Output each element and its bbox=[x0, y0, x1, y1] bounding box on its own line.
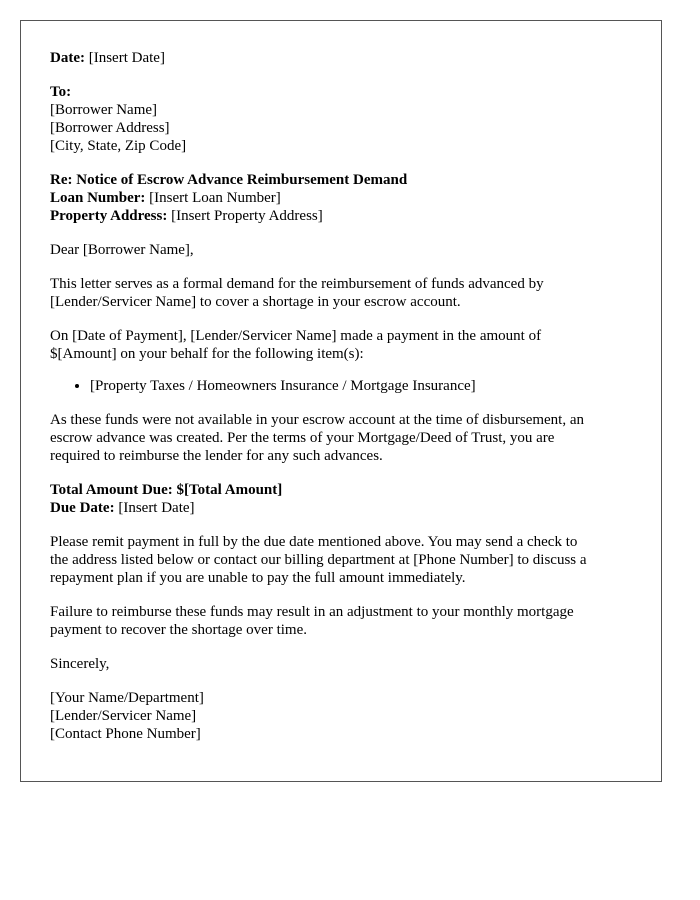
re-line: Re: Notice of Escrow Advance Reimbursement Demand bbox=[50, 172, 408, 188]
borrower-city-state-zip: [City, State, Zip Code] bbox=[50, 138, 187, 154]
paragraph-advance bbox=[50, 411, 632, 465]
paragraph-remit-line-3: repayment plan if you are unable to pay the full amount immediately. bbox=[50, 570, 466, 586]
paragraph-advance-line-3: required to reimburse the lender for any such advances. bbox=[50, 448, 383, 464]
paragraph-payment bbox=[50, 327, 632, 363]
paragraph-demand-line-1: This letter serves as a formal demand for the reimbursement of funds advanced by bbox=[50, 276, 544, 292]
property-address-value: [Insert Property Address] bbox=[171, 208, 323, 224]
paragraph-advance-line-1: As these funds were not available in your escrow account at the time of disbursement, an bbox=[50, 412, 585, 428]
date-block bbox=[50, 49, 632, 67]
amount-due-block bbox=[50, 481, 632, 517]
loan-number-value: [Insert Loan Number] bbox=[149, 190, 281, 206]
salutation bbox=[50, 241, 632, 259]
salutation-text: Dear [Borrower Name], bbox=[50, 242, 194, 258]
due-date-line bbox=[50, 499, 632, 517]
paragraph-failure bbox=[50, 603, 632, 639]
list-item: • [Property Taxes / Homeowners Insurance / Mortgage Insurance] bbox=[90, 377, 632, 395]
date-line bbox=[50, 49, 632, 67]
paragraph-advance-line-2: escrow advance was created. Per the terms of your Mortgage/Deed of Trust, you are bbox=[50, 430, 555, 446]
property-address-line bbox=[50, 207, 632, 225]
letter-document bbox=[20, 20, 662, 782]
paragraph-remit-line-1: Please remit payment in full by the due date mentioned above. You may send a check to bbox=[50, 534, 578, 550]
borrower-name: [Borrower Name] bbox=[50, 102, 158, 118]
due-date-value: [Insert Date] bbox=[118, 500, 195, 516]
signature-servicer: [Lender/Servicer Name] bbox=[50, 708, 197, 724]
paragraph-payment-line-2: $[Amount] on your behalf for the following item(s): bbox=[50, 346, 364, 362]
date-value: [Insert Date] bbox=[88, 50, 165, 66]
to-label: To: bbox=[50, 84, 72, 100]
paragraph-remit-line-2: the address listed below or contact our billing department at [Phone Number] to discuss a bbox=[50, 552, 587, 568]
closing bbox=[50, 655, 632, 673]
paragraph-failure-line-2: payment to recover the shortage over time. bbox=[50, 622, 307, 638]
paragraph-remit bbox=[50, 533, 632, 587]
due-date-label: Due Date: bbox=[50, 500, 115, 516]
total-amount-due: Total Amount Due: $[Total Amount] bbox=[50, 482, 283, 498]
paragraph-demand-line-2: [Lender/Servicer Name] to cover a shortage in your escrow account. bbox=[50, 294, 461, 310]
loan-number-line bbox=[50, 189, 632, 207]
items-list bbox=[50, 377, 632, 395]
recipient-block bbox=[50, 83, 632, 155]
signature-phone: [Contact Phone Number] bbox=[50, 726, 201, 742]
borrower-address: [Borrower Address] bbox=[50, 120, 170, 136]
signature-name-department: [Your Name/Department] bbox=[50, 690, 204, 706]
property-address-label: Property Address: bbox=[50, 208, 168, 224]
loan-number-label: Loan Number: bbox=[50, 190, 146, 206]
paragraph-payment-line-1: On [Date of Payment], [Lender/Servicer Name] made a payment in the amount of bbox=[50, 328, 542, 344]
date-label: Date: bbox=[50, 50, 85, 66]
paragraph-failure-line-1: Failure to reimburse these funds may result in an adjustment to your monthly mortgage bbox=[50, 604, 574, 620]
closing-text: Sincerely, bbox=[50, 656, 110, 672]
subject-block bbox=[50, 171, 632, 225]
signature-block bbox=[50, 689, 632, 743]
paragraph-demand bbox=[50, 275, 632, 311]
